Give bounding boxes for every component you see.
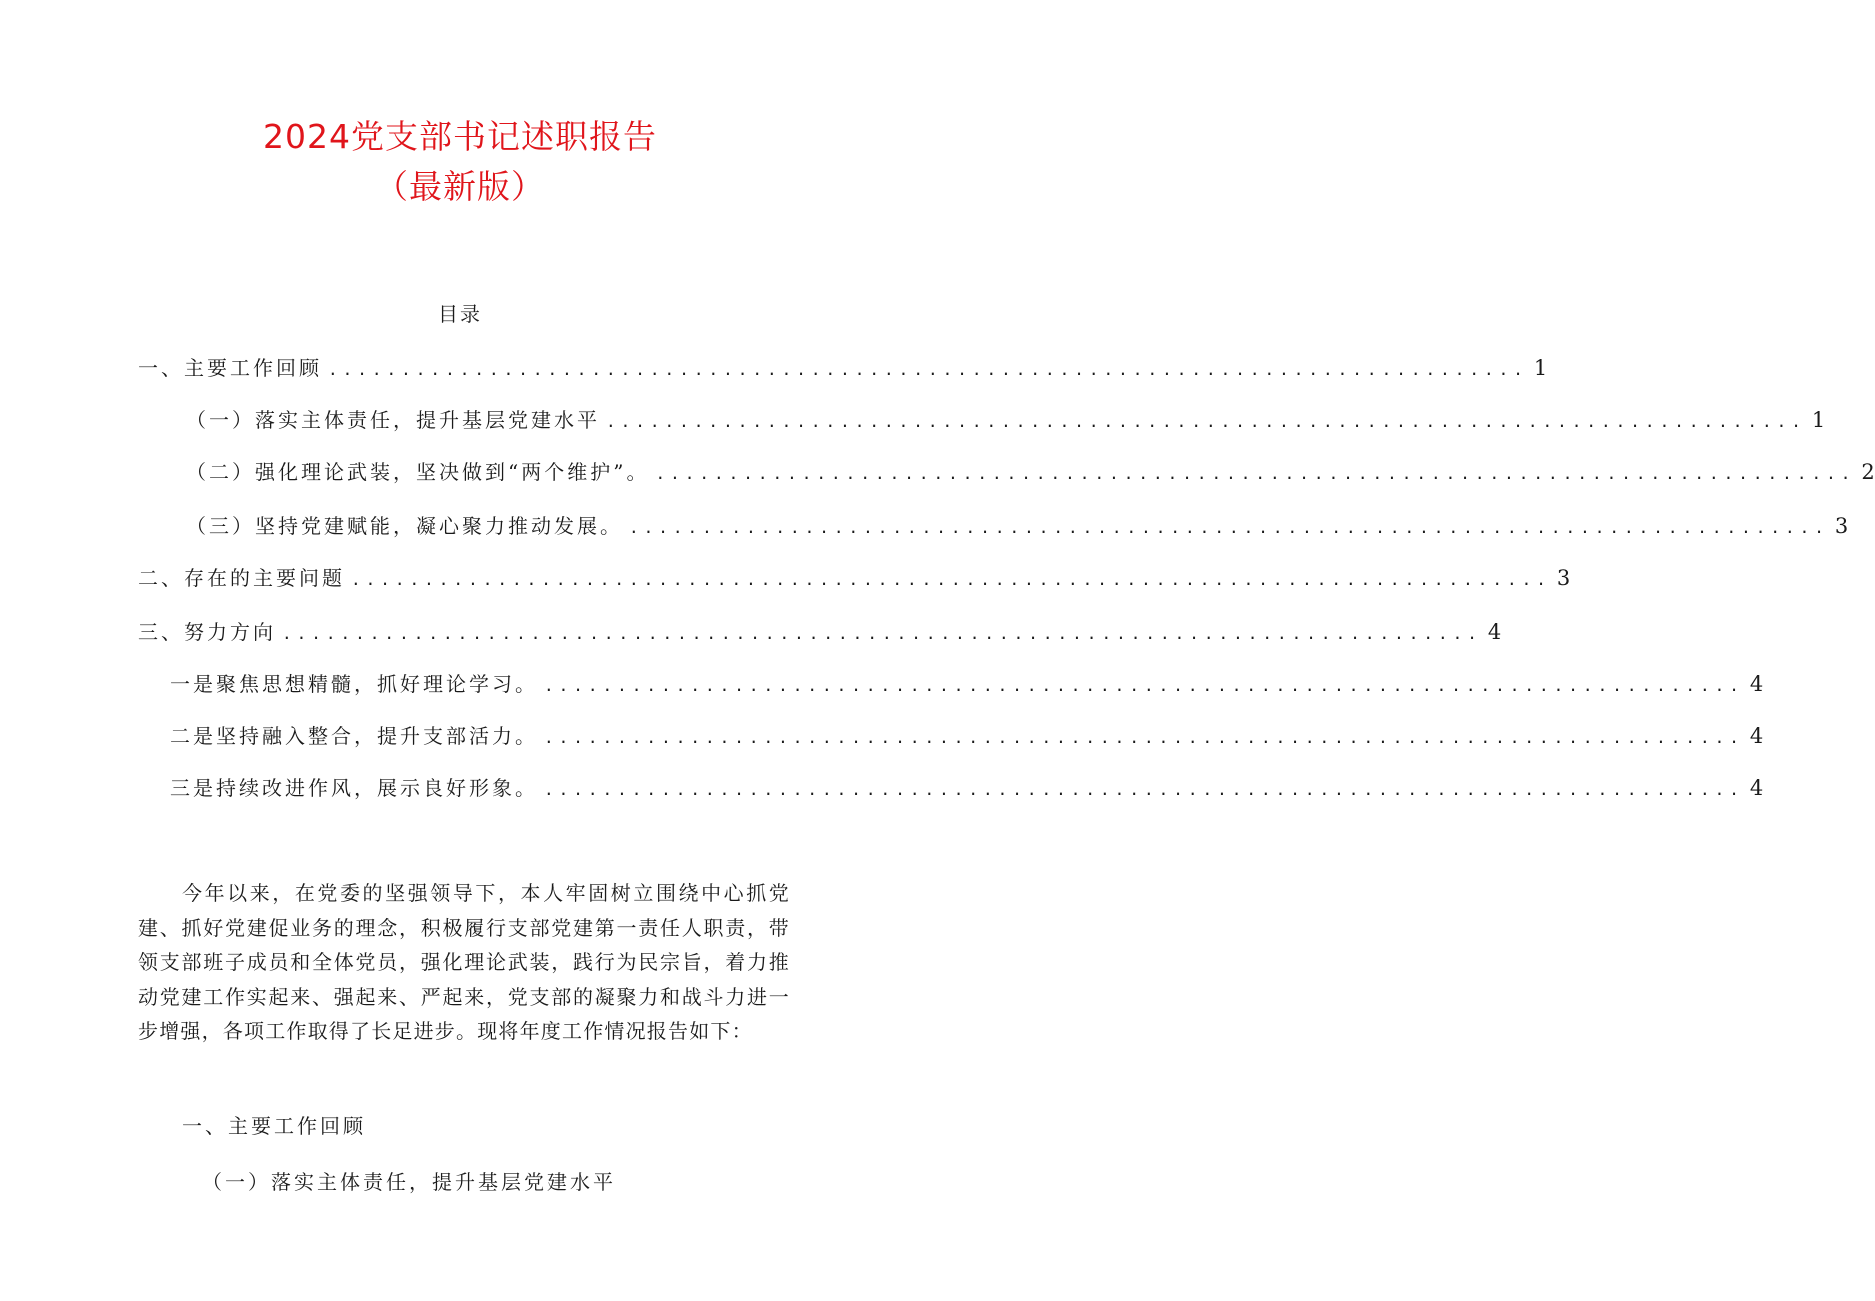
toc-entry-label: 二、存在的主要问题 <box>138 566 345 590</box>
toc-heading: 目录 <box>438 302 482 326</box>
toc-entry-page: 4 <box>1749 776 1764 800</box>
subsection-heading: （一）落实主体责任，提升基层党建水平 <box>202 1170 616 1194</box>
toc-entry[interactable] <box>186 456 1875 484</box>
toc-entry[interactable] <box>170 668 1764 696</box>
toc-entry-page: 4 <box>1749 672 1764 696</box>
toc-leader: .................................................................................. <box>282 624 1482 643</box>
toc-leader: .................................................................................. <box>655 464 1856 483</box>
toc-entry-label: 二是坚持融入整合，提升支部活力。 <box>170 724 538 748</box>
toc-entry-label: （二）强化理论武装，坚决做到“两个维护”。 <box>186 460 650 484</box>
toc-entry-label: （一）落实主体责任，提升基层党建水平 <box>186 408 600 432</box>
toc-leader: .................................................................................. <box>629 518 1829 537</box>
toc-leader: .................................................................................. <box>544 676 1744 695</box>
toc-entry[interactable] <box>170 772 1764 800</box>
toc-leader: .................................................................................. <box>351 570 1551 589</box>
toc-entry[interactable] <box>138 616 1502 644</box>
toc-leader: .................................................................................. <box>606 412 1806 431</box>
section-heading: 一、主要工作回顾 <box>182 1114 366 1138</box>
toc-entry[interactable] <box>138 562 1571 590</box>
toc-entry-label: 一是聚焦思想精髓，抓好理论学习。 <box>170 672 538 696</box>
toc-leader: .................................................................................. <box>544 780 1744 799</box>
toc-entry-page: 1 <box>1533 356 1548 380</box>
intro-paragraph: 今年以来，在党委的坚强领导下，本人牢固树立围绕中心抓党建、抓好党建促业务的理念，积极履行支部党建第一责任人职责，带领支部班子成员和全体党员，强化理论武装，践行为民宗旨，着力推动党建工作实起来、强起来、严起来，党支部的凝聚力和战斗力进一步增强，各项工作取得了长足进步。现将年度工作情况报告如下： <box>138 881 790 1043</box>
toc-entry-label: 一、主要工作回顾 <box>138 356 322 380</box>
toc-entry[interactable] <box>170 720 1764 748</box>
toc-entry[interactable] <box>186 510 1849 538</box>
toc-entry-page: 4 <box>1487 620 1502 644</box>
toc-entry-label: （三）坚持党建赋能，凝心聚力推动发展。 <box>186 514 623 538</box>
toc-entry-label: 三是持续改进作风，展示良好形象。 <box>170 776 538 800</box>
toc-leader: .................................................................................. <box>328 360 1528 379</box>
toc-entry-page: 1 <box>1811 408 1826 432</box>
toc-entry[interactable] <box>186 404 1826 432</box>
toc-entry-page: 3 <box>1556 566 1571 590</box>
document-subtitle: （最新版） <box>375 167 545 206</box>
toc-entry-page: 4 <box>1749 724 1764 748</box>
toc-leader: .................................................................................. <box>544 728 1744 747</box>
document-title: 2024党支部书记述职报告 <box>263 117 657 156</box>
toc-entry-page: 2 <box>1861 460 1875 484</box>
toc-entry[interactable] <box>138 352 1548 380</box>
toc-entry-label: 三、努力方向 <box>138 620 276 644</box>
toc-entry-page: 3 <box>1834 514 1849 538</box>
